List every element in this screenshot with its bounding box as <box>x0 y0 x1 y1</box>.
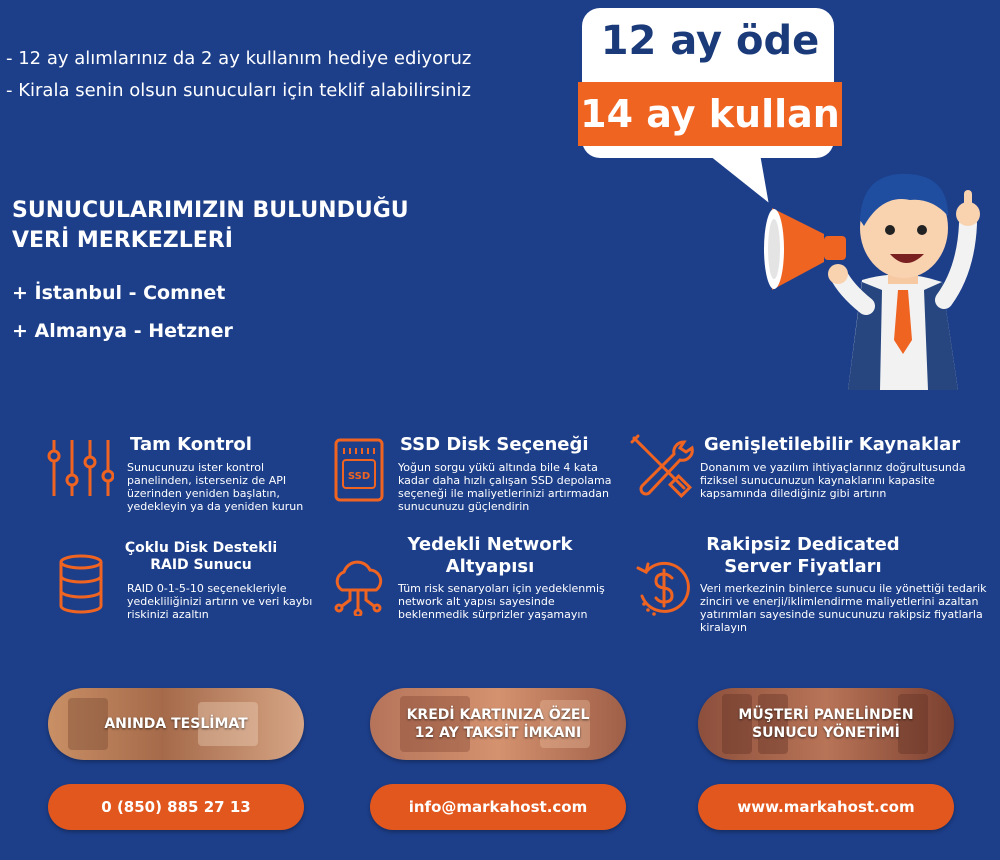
pill-instant-delivery-line1: ANINDA TESLİMAT <box>104 716 248 732</box>
datacenter-germany: + Almanya - Hetzner <box>12 320 233 342</box>
feature-title-network <box>398 534 582 578</box>
tools-icon <box>630 434 694 498</box>
feature-title-tam-kontrol: Tam Kontrol <box>130 434 252 455</box>
headline-pay: 12 ay öde <box>600 18 820 64</box>
feature-desc-tam-kontrol: Sunucunuzu ister kontrol panelinden, isterseniz de API üzerinden yeniden başlatın, yedekleyin ya da yeniden kurun <box>127 461 304 513</box>
cloud-network-icon <box>328 560 388 616</box>
pill-installment <box>370 688 626 760</box>
feature-desc-ssd: Yoğun sorgu yükü altında bile 4 kata kadar daha hızlı çalışan SSD depolama seçeneği ile maliyetlerinizi artırmadan sunucunuzu güçlendirin <box>398 461 612 513</box>
feature-title-raid <box>122 540 280 574</box>
feature-desc-network: Tüm risk senaryoları için yedeklenmiş network alt yapısı sayesinde beklenmedik sürprizler yaşamayın <box>398 582 605 621</box>
promo-line-2: - Kirala senin olsun sunucuları için teklif alabilirsiniz <box>6 80 471 101</box>
feature-desc-kaynaklar: Donanım ve yazılım ihtiyaçlarınız doğrultusunda fiziksel sunucunuzun kaynaklarını kapasite kapsamında dilediğiniz gibi artırın <box>700 461 966 500</box>
pill-panel-management-line2: SUNUCU YÖNETİMİ <box>752 725 900 741</box>
datacenters-heading <box>12 196 409 256</box>
datacenter-istanbul: + İstanbul - Comnet <box>12 282 226 304</box>
businessman-megaphone-icon <box>762 150 994 390</box>
ssd-icon <box>334 438 384 502</box>
pill-installment-line2: 12 AY TAKSİT İMKANI <box>414 725 582 741</box>
feature-title-ssd: SSD Disk Seçeneği <box>400 434 589 455</box>
feature-title-network-line1: Yedekli Network <box>407 534 573 555</box>
feature-title-fiyatlar <box>700 534 906 578</box>
email-button[interactable]: info@markahost.com <box>370 784 626 830</box>
phone-button[interactable]: 0 (850) 885 27 13 <box>48 784 304 830</box>
feature-desc-raid: RAID 0-1-5-10 seçenekleriyle yedekliliğinizi artırın ve veri kaybı riskinizi azaltın <box>127 582 313 621</box>
pill-panel-management <box>698 688 954 760</box>
feature-title-network-line2: Altyapısı <box>445 556 535 577</box>
feature-title-raid-line1: Çoklu Disk Destekli <box>124 540 278 556</box>
pill-instant-delivery <box>48 688 304 760</box>
photo-figure-1 <box>68 698 108 750</box>
feature-desc-fiyatlar: Veri merkezinin binlerce sunucu ile yönettiği tedarik zinciri ve enerji/iklimlendirme maliyetlerini azaltan yatırımları sayesinde sunucunuzu rakipsiz fiyatlarla kiralayın <box>700 582 987 634</box>
database-icon <box>58 554 104 614</box>
ssd-icon-label: SSD <box>347 471 371 482</box>
promo-line-1: - 12 ay alımlarınız da 2 ay kullanım hediye ediyoruz <box>6 48 472 69</box>
website-button[interactable]: www.markahost.com <box>698 784 954 830</box>
headline-use: 14 ay kullan <box>578 82 842 146</box>
datacenters-heading-line1: SUNUCULARIMIZIN BULUNDUĞU <box>12 198 409 223</box>
feature-title-kaynaklar: Genişletilebilir Kaynaklar <box>704 434 961 455</box>
feature-title-raid-line2: RAID Sunucu <box>150 557 252 573</box>
feature-title-fiyatlar-line1: Rakipsiz Dedicated <box>706 534 900 555</box>
dollar-cycle-icon <box>634 558 694 618</box>
datacenters-heading-line2: VERİ MERKEZLERİ <box>12 228 233 253</box>
sliders-icon <box>46 436 114 500</box>
pill-installment-line1: KREDİ KARTINIZA ÖZEL <box>406 707 590 723</box>
feature-title-fiyatlar-line2: Server Fiyatları <box>724 556 882 577</box>
pill-panel-management-line1: MÜŞTERİ PANELİNDEN <box>738 707 914 723</box>
